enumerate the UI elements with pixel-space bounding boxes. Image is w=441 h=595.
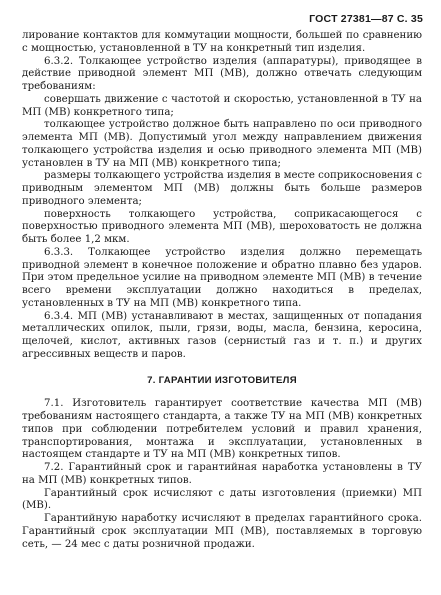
paragraph: Гарантийную наработку исчисляют в пределах гарантийного срока. Гарантийный срок эксплуатации МП (МВ), поставляемых в торговую сеть, — 24 мес с даты розничной продажи. bbox=[22, 513, 422, 550]
paragraph: лирование контактов для коммутации мощности, большей по сравнению с мощностью, установленной в ТУ на конкретный тип изделия. bbox=[22, 30, 422, 54]
paragraph: поверхность толкающего устройства, соприкасающегося с поверхностью приводного элемента МП (МВ), шероховатость не должна быть более 1,2 мкм. bbox=[22, 208, 422, 245]
document-body bbox=[22, 30, 422, 551]
paragraph: совершать движение с частотой и скоростью, установленной в ТУ на МП (МВ) конкретного типа; bbox=[22, 93, 422, 118]
paragraph: 6.3.2. Толкающее устройство изделия (аппаратуры), приводящее в действие приводной элемент МП (МВ), должно отвечать следующим требованиям: bbox=[22, 55, 422, 92]
section-title: 7. ГАРАНТИИ ИЗГОТОВИТЕЛЯ bbox=[147, 374, 297, 386]
paragraph: 6.3.3. Толкающее устройство изделия должно перемещать приводной элемент в конечное положение и обратно плавно без ударов. При этом предельное усилие на приводном элементе МП (МВ) в течение всего времени эксплуатации должно находиться в пределах, установленных в ТУ на МП (МВ) конкретного типа. bbox=[22, 246, 422, 309]
paragraph: размеры толкающего устройства изделия в месте соприкосновения с приводным элементом МП (МВ) должны быть больше размеров приводного элемента; bbox=[22, 170, 422, 207]
paragraph: 7.2. Гарантийный срок и гарантийная наработка установлены в ТУ на МП (МВ) конкретных типов. bbox=[22, 462, 422, 486]
paragraph: Гарантийный срок исчисляют с даты изготовления (приемки) МП (МВ). bbox=[22, 487, 422, 512]
paragraph: толкающее устройство должное быть направлено по оси приводного элемента МП (МВ). Допустимый угол между направлением движения толкающего устройства изделия и осью приводного элемента МП (МВ) установлен в ТУ на МП (МВ) конкретного типа; bbox=[22, 119, 422, 169]
paragraph: 6.3.4. МП (МВ) устанавливают в местах, защищенных от попадания металлических опилок, пыли, грязи, воды, масла, бензина, керосина, щелочей, кислот, активных газов (сернистый газ и т. п.) и других агрессивных веществ и паров. bbox=[22, 310, 422, 360]
running-head: ГОСТ 27381—87 С. 35 bbox=[309, 13, 423, 25]
paragraph: 7.1. Изготовитель гарантирует соответствие качества МП (МВ) требованиям настоящего стандарта, а также ТУ на МП (МВ) конкретных типов при соблюдении потребителем условий и правил хранения, транспортирования, монтажа и эксплуатации, установленных в настоящем стандарте и ТУ на МП (МВ) конкретных типов. bbox=[22, 398, 422, 461]
